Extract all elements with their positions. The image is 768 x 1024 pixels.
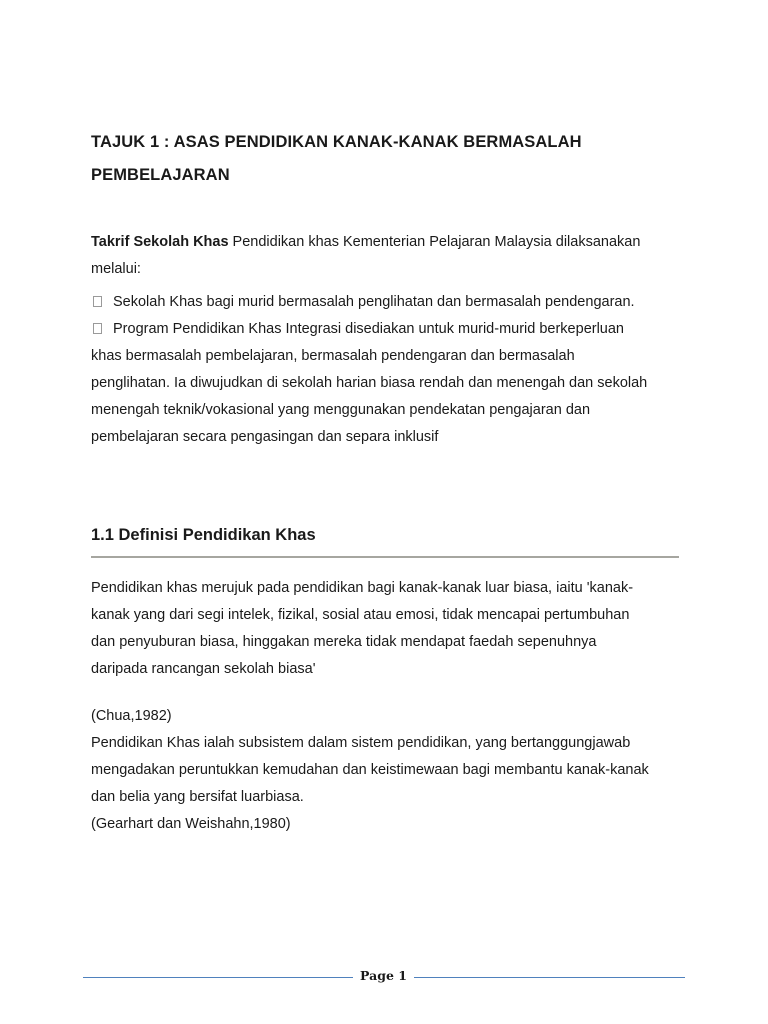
paragraph-line: Pendidikan khas merujuk pada pendidikan bagi kanak-kanak luar biasa, iaitu 'kanak- xyxy=(91,580,634,596)
bullet-box-icon xyxy=(93,296,102,307)
intro-text-line-2: melalui: xyxy=(91,261,141,277)
list-item-continuation: khas bermasalah pembelajaran, bermasalah pendengaran dan bermasalah xyxy=(91,348,575,364)
page-title xyxy=(91,126,691,192)
intro-text: Pendidikan khas Kementerian Pelajaran Malaysia dilaksanakan xyxy=(228,234,641,250)
list-item xyxy=(91,316,691,343)
bullet-list xyxy=(91,289,691,451)
title-line-1: TAJUK 1 : ASAS PENDIDIKAN KANAK-KANAK BERMASALAH xyxy=(91,133,582,151)
paragraph-line: Pendidikan Khas ialah subsistem dalam sistem pendidikan, yang bertanggungjawab xyxy=(91,735,631,751)
list-item-continuation: menengah teknik/vokasional yang menggunakan pendekatan pengajaran dan xyxy=(91,402,591,418)
list-item-continuation: penglihatan. Ia diwujudkan di sekolah harian biasa rendah dan menengah dan sekolah xyxy=(91,375,648,391)
page-footer xyxy=(83,966,685,988)
intro-term: Takrif Sekolah Khas xyxy=(91,234,229,250)
paragraph-line: dan penyuburan biasa, hinggakan mereka tidak mendapat faedah sepenuhnya xyxy=(91,634,597,650)
bullet-box-icon xyxy=(93,323,102,334)
paragraph-line: daripada rancangan sekolah biasa' xyxy=(91,661,316,677)
intro-paragraph xyxy=(91,229,691,283)
citation-paragraph xyxy=(91,703,691,838)
list-item-text: Sekolah Khas bagi murid bermasalah penglihatan dan bermasalah pendengaran. xyxy=(113,294,635,310)
citation-source: (Chua,1982) xyxy=(91,708,172,724)
definition-paragraph xyxy=(91,575,681,683)
paragraph-line: kanak yang dari segi intelek, fizikal, sosial atau emosi, tidak mencapai pertumbuhan xyxy=(91,607,630,623)
section-divider xyxy=(91,556,679,558)
paragraph-line: mengadakan peruntukkan kemudahan dan keistimewaan bagi membantu kanak-kanak xyxy=(91,762,649,778)
list-item-text: Program Pendidikan Khas Integrasi disediakan untuk murid-murid berkeperluan xyxy=(113,321,624,337)
list-item-continuation: pembelajaran secara pengasingan dan separa inklusif xyxy=(91,429,439,445)
footer-rule-left xyxy=(83,977,353,978)
list-item xyxy=(91,289,691,316)
paragraph-line: dan belia yang bersifat luarbiasa. xyxy=(91,789,304,805)
footer-rule-right xyxy=(414,977,685,978)
citation-source: (Gearhart dan Weishahn,1980) xyxy=(91,816,291,832)
page-number: Page 1 xyxy=(360,968,407,983)
section-heading: 1.1 Definisi Pendidikan Khas xyxy=(91,526,316,544)
title-line-2: PEMBELAJARAN xyxy=(91,166,230,184)
